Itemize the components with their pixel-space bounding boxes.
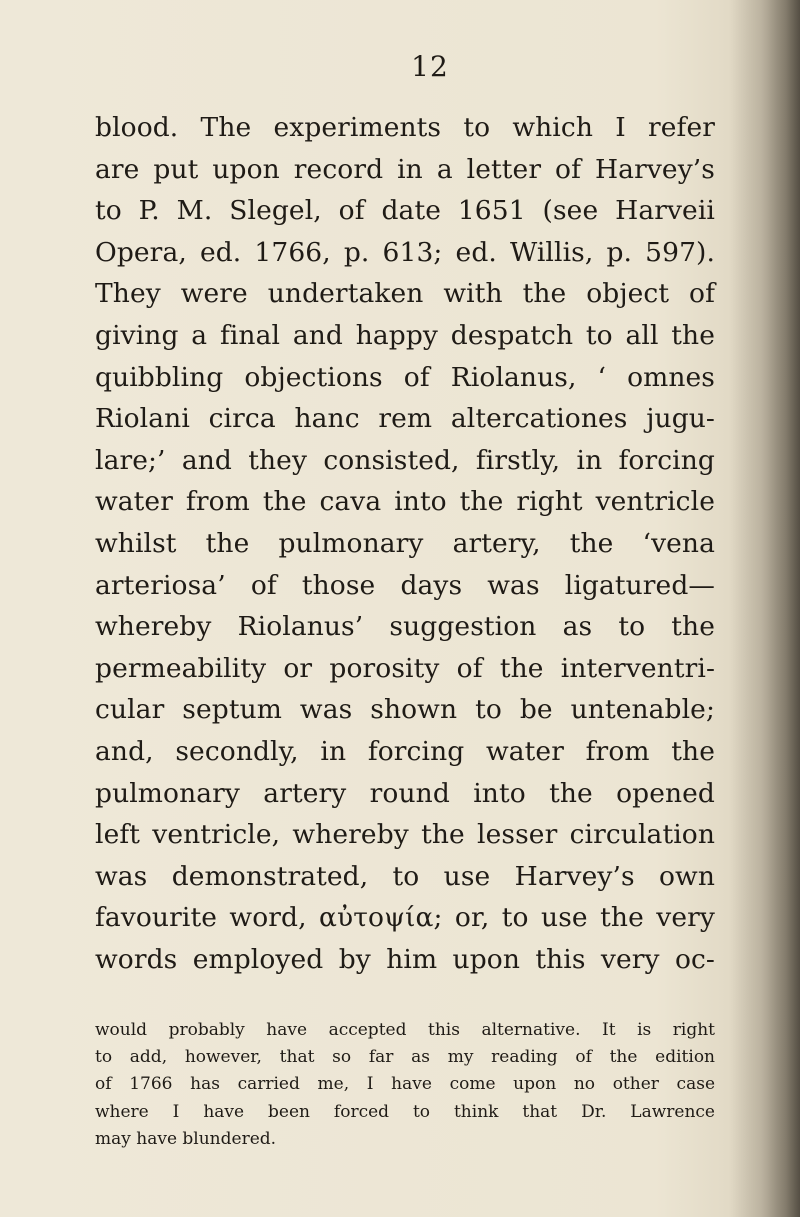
body-line: Opera, ed. 1766, p. 613; ed. Willis, p. 597). (95, 236, 715, 268)
body-line: They were undertaken with the object of (95, 278, 715, 310)
body-line: lare;’ and they consisted, firstly, in forcing (95, 444, 715, 476)
body-line: favourite word, αὐτοψία; or, to use the very (95, 902, 715, 934)
binding-shadow (730, 0, 800, 1217)
body-line: giving a final and happy despatch to all the (95, 319, 715, 351)
footnote-line: where I have been forced to think that Dr. Lawrence (95, 1101, 715, 1122)
footnote (95, 1017, 715, 1153)
footnote-line: to add, however, that so far as my reading of the edition (95, 1047, 715, 1068)
body-line: to P. M. Slegel, of date 1651 (see Harveii (95, 195, 715, 227)
footnote-line: may have blundered. (95, 1128, 277, 1149)
body-line: left ventricle, whereby the lesser circulation (95, 819, 715, 851)
body-line: quibbling objections of Riolanus, ‘ omnes (95, 361, 715, 393)
body-line: whereby Riolanus’ suggestion as to the (95, 611, 715, 643)
body-line: was demonstrated, to use Harvey’s own (95, 860, 715, 892)
footnote-line: of 1766 has carried me, I have come upon no other case (95, 1074, 715, 1095)
body-text (95, 107, 715, 980)
body-line: Riolani circa hanc rem altercationes jugu- (95, 403, 715, 435)
body-line: permeability or porosity of the interventri- (95, 652, 715, 684)
body-line: words employed by him upon this very oc- (95, 943, 715, 975)
footnote-line: would probably have accepted this alternative. It is right (95, 1020, 715, 1040)
body-line: and, secondly, in forcing water from the (95, 735, 715, 767)
body-line: whilst the pulmonary artery, the ‘vena (95, 527, 715, 559)
body-line: pulmonary artery round into the opened (95, 777, 715, 809)
body-line: arteriosa’ of those days was ligatured— (95, 569, 715, 601)
body-line: are put upon record in a letter of Harvey’s (95, 153, 715, 185)
page-number: 12 (411, 50, 449, 83)
body-line: water from the cava into the right ventricle (95, 486, 715, 518)
body-line: cular septum was shown to be untenable; (95, 694, 715, 726)
body-line: blood. The experiments to which I refer (95, 112, 715, 143)
